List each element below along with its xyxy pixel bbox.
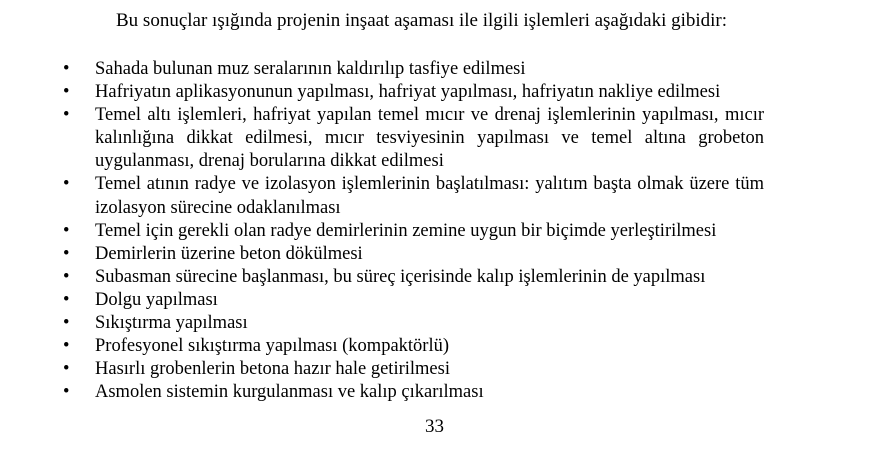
list-item: • Temel için gerekli olan radye demirlerinin zemine uygun bir biçimde yerleştirilmesi: [60, 220, 764, 243]
list-item: • Sıkıştırma yapılması: [60, 312, 764, 335]
intro-paragraph: Bu sonuçlar ışığında projenin inşaat aşaması ile ilgili işlemleri aşağıdaki gibidir:: [116, 10, 728, 31]
construction-steps-list: [60, 58, 764, 404]
list-item: • Dolgu yapılması: [60, 289, 764, 312]
list-item: • Hafriyatın aplikasyonunun yapılması, hafriyat yapılması, hafriyatın nakliye edilmesi: [60, 81, 764, 104]
list-item: • Temel atının radye ve izolasyon işlemlerinin başlatılması: yalıtım başta olmak üzere tüm izolasyon sürecine odaklanılması: [60, 173, 764, 219]
list-item: • Profesyonel sıkıştırma yapılması (kompaktörlü): [60, 335, 764, 358]
list-item: • Subasman sürecine başlanması, bu süreç içerisinde kalıp işlemlerinin de yapılması: [60, 266, 764, 289]
list-item: • Demirlerin üzerine beton dökülmesi: [60, 243, 764, 266]
list-item: • Asmolen sistemin kurgulanması ve kalıp çıkarılması: [60, 381, 764, 404]
page-number: 33: [425, 416, 444, 437]
list-item: • Sahada bulunan muz seralarının kaldırılıp tasfiye edilmesi: [60, 58, 764, 81]
list-item: • Temel altı işlemleri, hafriyat yapılan temel mıcır ve drenaj işlemlerinin yapılması, mıcır kalınlığına dikkat edilmesi, mıcır tesviyesinin yapılması ve temel altına grobeton uygulanması, drenaj borularına dikkat edilmesi: [60, 104, 764, 173]
list-item: • Hasırlı grobenlerin betona hazır hale getirilmesi: [60, 358, 764, 381]
